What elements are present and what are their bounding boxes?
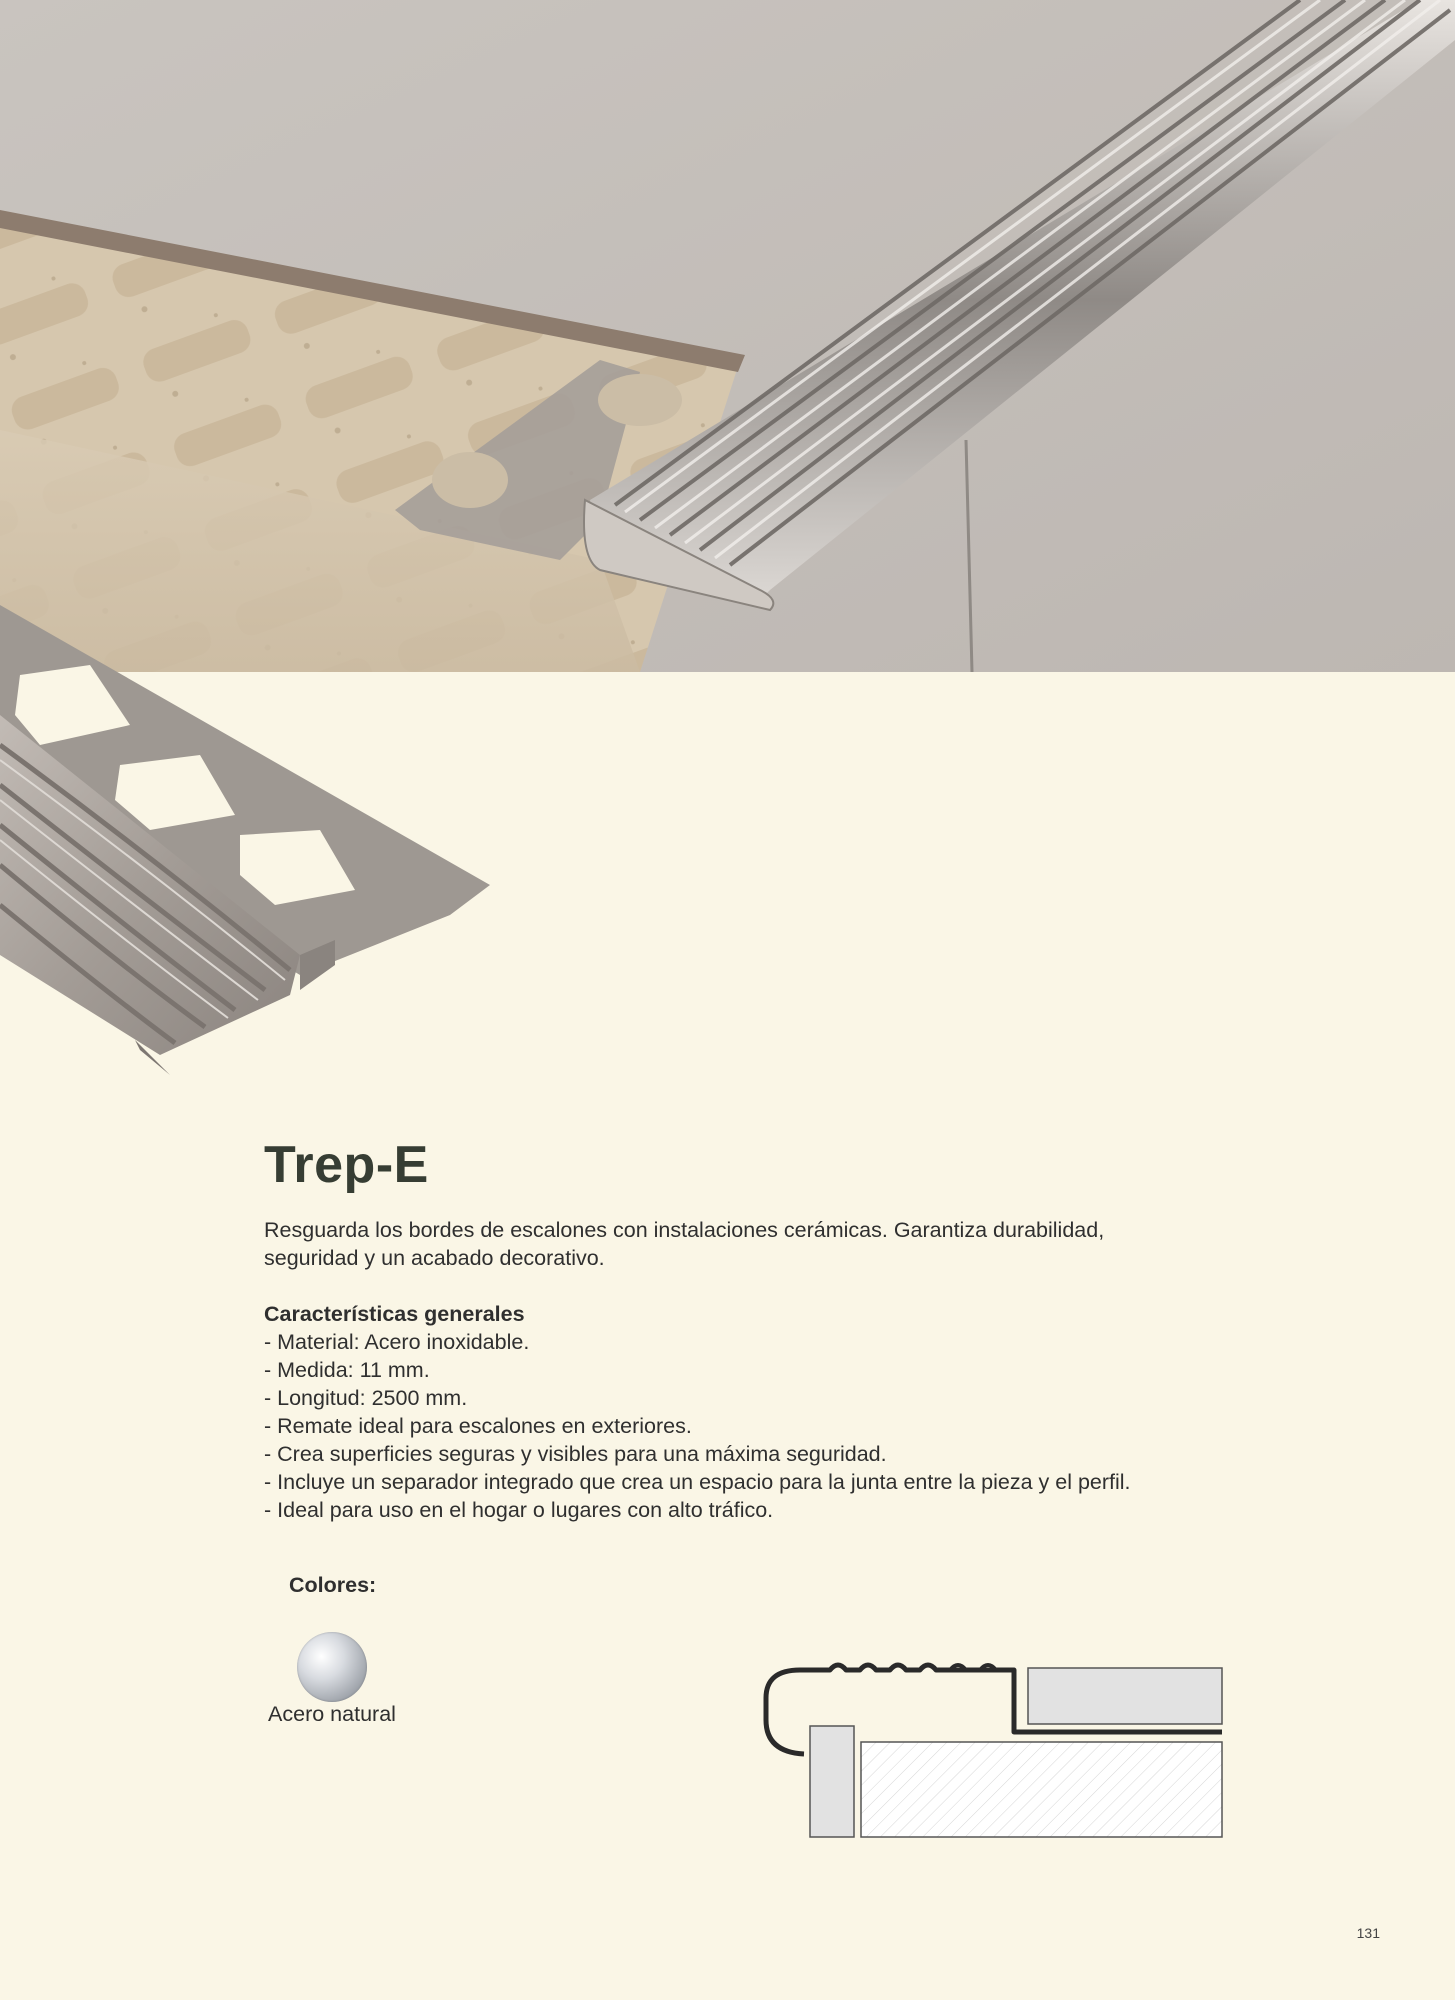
page-number: 131 — [1356, 1925, 1380, 1941]
feature-item: - Longitud: 2500 mm. — [264, 1384, 1164, 1412]
features-list — [264, 1328, 1164, 1524]
features-heading: Características generales — [264, 1302, 525, 1326]
profile-section-diagram — [760, 1660, 1230, 1845]
product-title: Trep-E — [264, 1136, 429, 1194]
feature-item: - Medida: 11 mm. — [264, 1356, 1164, 1384]
feature-item: - Ideal para uso en el hogar o lugares con alto tráfico. — [264, 1496, 1164, 1524]
feature-item: - Remate ideal para escalones en exteriores. — [264, 1412, 1164, 1440]
stair-nosing-installed-illustration — [0, 0, 1455, 672]
feature-item: - Incluye un separador integrado que crea un espacio para la junta entre la pieza y el perfil. — [264, 1468, 1164, 1496]
profile-product-photo — [0, 595, 500, 1085]
colors-label: Colores: — [289, 1573, 377, 1597]
features-section — [264, 1300, 1164, 1524]
cross-section-drawing — [760, 1660, 1230, 1845]
hero-photo — [0, 0, 1455, 672]
feature-item: - Crea superficies seguras y visibles para una máxima seguridad. — [264, 1440, 1164, 1468]
stair-nosing-profile-illustration — [0, 595, 500, 1085]
product-description: Resguarda los bordes de escalones con instalaciones cerámicas. Garantiza durabilidad, seguridad y un acabado decorativo. — [264, 1218, 1105, 1270]
feature-item: - Material: Acero inoxidable. — [264, 1328, 1164, 1356]
color-swatch-acero-natural — [297, 1632, 367, 1702]
color-swatch-label: Acero natural — [268, 1702, 396, 1726]
